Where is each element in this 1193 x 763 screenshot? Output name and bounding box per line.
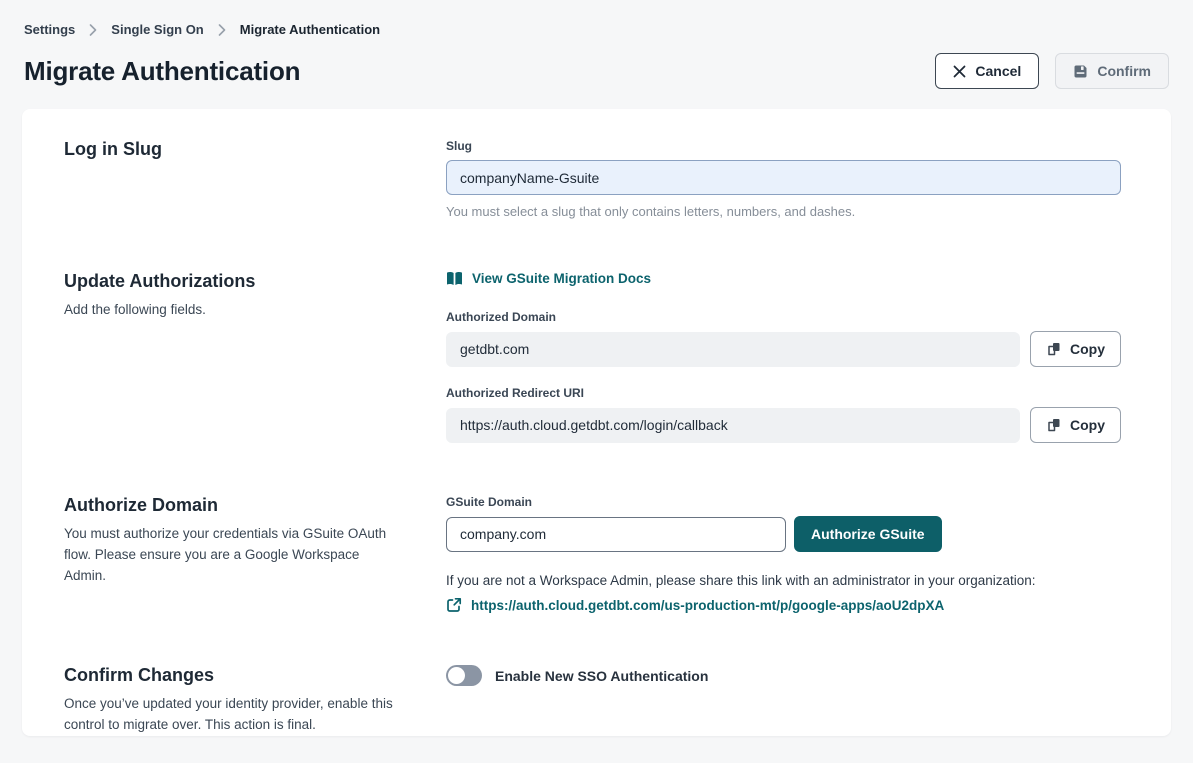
cancel-button[interactable]: [935, 53, 1039, 89]
header-actions: [935, 53, 1169, 89]
copy-icon: [1046, 341, 1062, 357]
copy-redirect-uri-button[interactable]: [1030, 407, 1121, 443]
breadcrumb-settings[interactable]: Settings: [24, 22, 76, 37]
book-icon: [446, 271, 463, 286]
section-desc-confirm-changes: Once you’ve updated your identity provider, enable this control to migrate over. This action is final.: [64, 696, 393, 732]
section-update-authorizations: [64, 271, 1121, 443]
authorized-domain-label: Authorized Domain: [446, 310, 556, 324]
section-heading-update-authorizations: Update Authorizations: [64, 271, 256, 291]
gsuite-domain-input[interactable]: [446, 517, 786, 552]
section-authorize-domain: [64, 495, 1121, 613]
chevron-right-icon: [89, 24, 97, 36]
redirect-uri-label: Authorized Redirect URI: [446, 386, 585, 400]
slug-field-label: Slug: [446, 139, 472, 153]
section-desc-update-authorizations: Add the following fields.: [64, 302, 206, 317]
chevron-right-icon: [218, 24, 226, 36]
page-header: [0, 0, 1193, 89]
section-login-slug: [64, 139, 1121, 219]
gsuite-migration-docs-link[interactable]: [446, 271, 651, 286]
save-icon: [1073, 64, 1088, 79]
section-heading-confirm-changes: Confirm Changes: [64, 665, 215, 685]
slug-help-text: You must select a slug that only contains letters, numbers, and dashes.: [446, 204, 856, 219]
cancel-button-label: Cancel: [975, 63, 1022, 79]
migrate-authentication-card: [22, 109, 1171, 736]
section-confirm-changes: [64, 665, 1121, 736]
docs-link-label: View GSuite Migration Docs: [472, 271, 652, 286]
section-heading-login-slug: Log in Slug: [64, 139, 162, 159]
redirect-uri-input[interactable]: [446, 408, 1020, 443]
external-link-icon: [446, 597, 462, 613]
confirm-button-label: Confirm: [1097, 63, 1151, 79]
authorize-gsuite-button[interactable]: Authorize GSuite: [794, 516, 942, 552]
page-title: Migrate Authentication: [24, 55, 301, 86]
enable-sso-toggle[interactable]: [446, 665, 482, 686]
copy-icon: [1046, 417, 1062, 433]
toggle-knob: [448, 667, 465, 684]
authorized-domain-input[interactable]: [446, 332, 1020, 367]
slug-input[interactable]: [446, 160, 1121, 195]
enable-sso-toggle-label: Enable New SSO Authentication: [495, 667, 709, 684]
copy-button-label: Copy: [1070, 341, 1105, 357]
section-heading-authorize-domain: Authorize Domain: [64, 495, 219, 515]
authorized-domain-field: [446, 310, 1121, 367]
gsuite-domain-label: GSuite Domain: [446, 495, 533, 509]
section-desc-authorize-domain: You must authorize your credentials via GSuite OAuth flow. Please ensure you are a Google Workspace Admin.: [64, 526, 387, 583]
confirm-button[interactable]: [1055, 53, 1169, 89]
breadcrumb-migrate-authentication: Migrate Authentication: [239, 22, 381, 37]
workspace-admin-note: If you are not a Workspace Admin, please share this link with an administrator in your organization:: [446, 573, 1036, 588]
redirect-uri-field: [446, 386, 1121, 443]
breadcrumb-single-sign-on[interactable]: Single Sign On: [111, 22, 204, 37]
breadcrumb: [24, 22, 1169, 37]
copy-authorized-domain-button[interactable]: [1030, 331, 1121, 367]
close-icon: [953, 65, 966, 78]
copy-button-label: Copy: [1070, 417, 1105, 433]
share-admin-link[interactable]: https://auth.cloud.getdbt.com/us-production-mt/p/google-apps/aoU2dpXA: [471, 597, 945, 613]
